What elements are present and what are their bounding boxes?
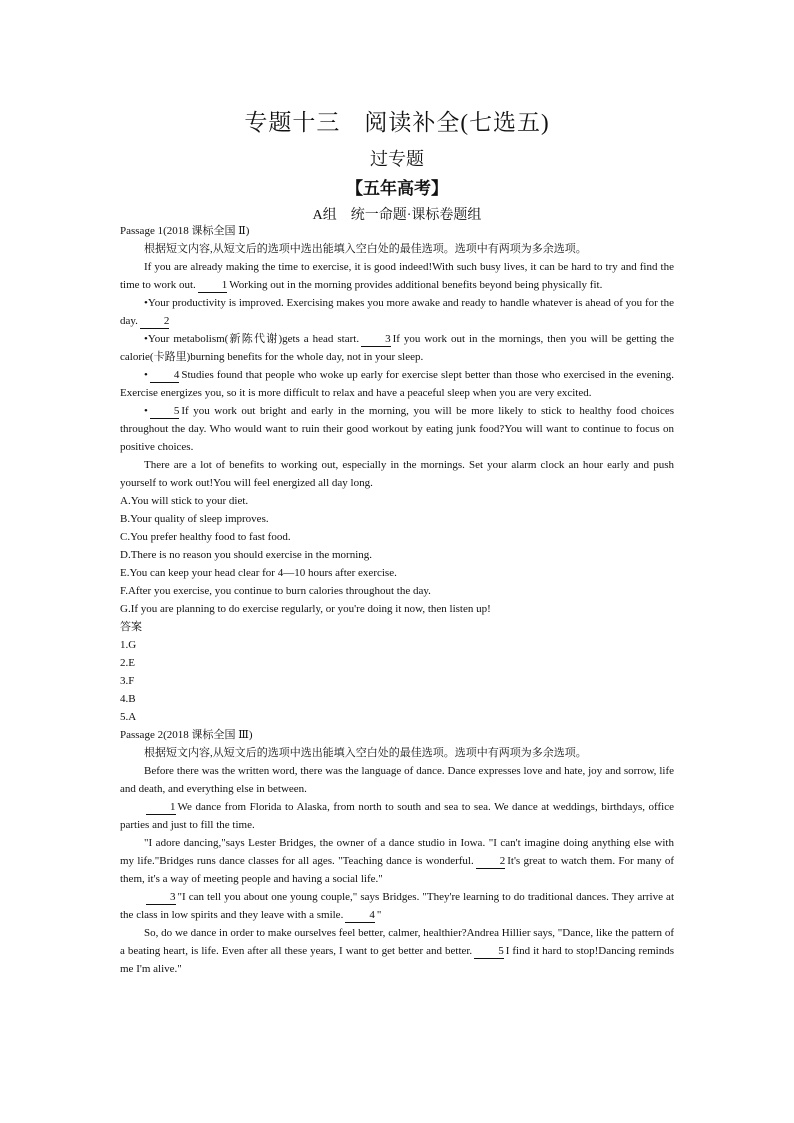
answer-label: 答案: [120, 621, 142, 633]
option-e: E.You can keep your head clear for 4—10 hours after exercise.: [120, 567, 397, 579]
answer-item: 5.A: [120, 711, 137, 723]
option-b: B.Your quality of sleep improves.: [120, 513, 269, 525]
passage-2-paragraph: So, do we dance in order to make ourselves feel better, calmer, healthier?Andrea Hillier says, "Dance, like the pattern of a beating heart, is life. Even after all these years, I want to get better and better. 5 I find it hard to stop!Dancing reminds me I'm alive.": [120, 927, 674, 975]
document-body: [120, 222, 674, 978]
group-heading: A组 统一命题·课标卷题组: [312, 208, 482, 223]
passage-1-paragraph: •Your productivity is improved. Exercising makes you more awake and ready to handle whatever is ahead of you for the day. 2: [120, 297, 674, 327]
passage-1-paragraph: • 4 Studies found that people who woke up early for exercise slept better than those who exercised in the evening. Exercise energizes you, so it is more difficult to relax and have a peaceful sleep when you are very excited.: [120, 369, 674, 399]
option-f: F.After you exercise, you continue to burn calories throughout the day.: [120, 585, 431, 597]
answer-item: 2.E: [120, 657, 135, 669]
blank-3: 3: [146, 891, 176, 905]
blank-2: 2: [476, 855, 506, 869]
passage-2-paragraph: "I adore dancing,"says Lester Bridges, the owner of a dance studio in Iowa. "I can't imagine doing anything else with my life."Bridges runs dance classes for all ages. "Teaching dance is wonderful. 2 It's great to watch them. For many of them, it's a way of meeting people and having a social life.": [120, 837, 674, 885]
passage-1-paragraph: • 5 If you work out bright and early in the morning, you will be more likely to stick to healthy food choices throughout the day. Who would want to ruin their good workout by eating junk food?You will want to continue to focus on positive choices.: [120, 405, 674, 453]
option-a: A.You will stick to your diet.: [120, 495, 249, 507]
passage-2-paragraph: 1 We dance from Florida to Alaska, from north to south and sea to sea. We dance at weddings, birthdays, office parties and just to fill the time.: [120, 801, 674, 831]
passage-2-instruction: 根据短文内容,从短文后的选项中选出能填入空白处的最佳选项。选项中有两项为多余选项。: [144, 747, 587, 759]
passage-1-heading: Passage 1(2018 课标全国 Ⅱ): [120, 225, 250, 237]
answer-item: 1.G: [120, 639, 137, 651]
passage-2-paragraph: 3 "I can tell you about one young couple," says Bridges. "They're learning to do traditional dances. They arrive at the class in low spirits and they leave with a smile. 4 ": [120, 891, 674, 921]
passage-1-instruction: 根据短文内容,从短文后的选项中选出能填入空白处的最佳选项。选项中有两项为多余选项。: [144, 243, 587, 255]
blank-5: 5: [150, 405, 180, 419]
option-d: D.There is no reason you should exercise in the morning.: [120, 549, 373, 561]
blank-1: 1: [146, 801, 176, 815]
passage-2-heading: Passage 2(2018 课标全国 Ⅲ): [120, 729, 253, 741]
option-g: G.If you are planning to do exercise regularly, or you're doing it now, then listen up!: [120, 603, 491, 615]
blank-4: 4: [345, 909, 375, 923]
blank-4: 4: [150, 369, 180, 383]
option-c: C.You prefer healthy food to fast food.: [120, 531, 291, 543]
blank-2: 2: [140, 315, 170, 329]
blank-3: 3: [361, 333, 391, 347]
blank-5: 5: [474, 945, 504, 959]
passage-1-paragraph: There are a lot of benefits to working out, especially in the mornings. Set your alarm clock an hour early and push yourself to work out!You will feel energized all day long.: [120, 459, 674, 489]
passage-2-paragraph: Before there was the written word, there was the language of dance. Dance expresses love and hate, joy and sorrow, life and death, and everything else in between.: [120, 765, 674, 795]
page-title: 专题十三 阅读补全(七选五): [244, 110, 550, 135]
blank-1: 1: [198, 279, 228, 293]
answer-item: 3.F: [120, 675, 135, 687]
section-heading: 【五年高考】: [346, 179, 448, 198]
passage-1-paragraph: •Your metabolism(新陈代谢)gets a head start. 3 If you work out in the mornings, then you will be getting the calorie(卡路里)burning benefits for the whole day, not in your sleep.: [120, 333, 674, 363]
answer-item: 4.B: [120, 693, 136, 705]
passage-1-paragraph: If you are already making the time to exercise, it is good indeed!With such busy lives, it can be hard to try and find the time to work out. 1 Working out in the morning provides additional benefits beyond being physically fit.: [120, 261, 674, 291]
page-subtitle: 过专题: [370, 149, 424, 169]
